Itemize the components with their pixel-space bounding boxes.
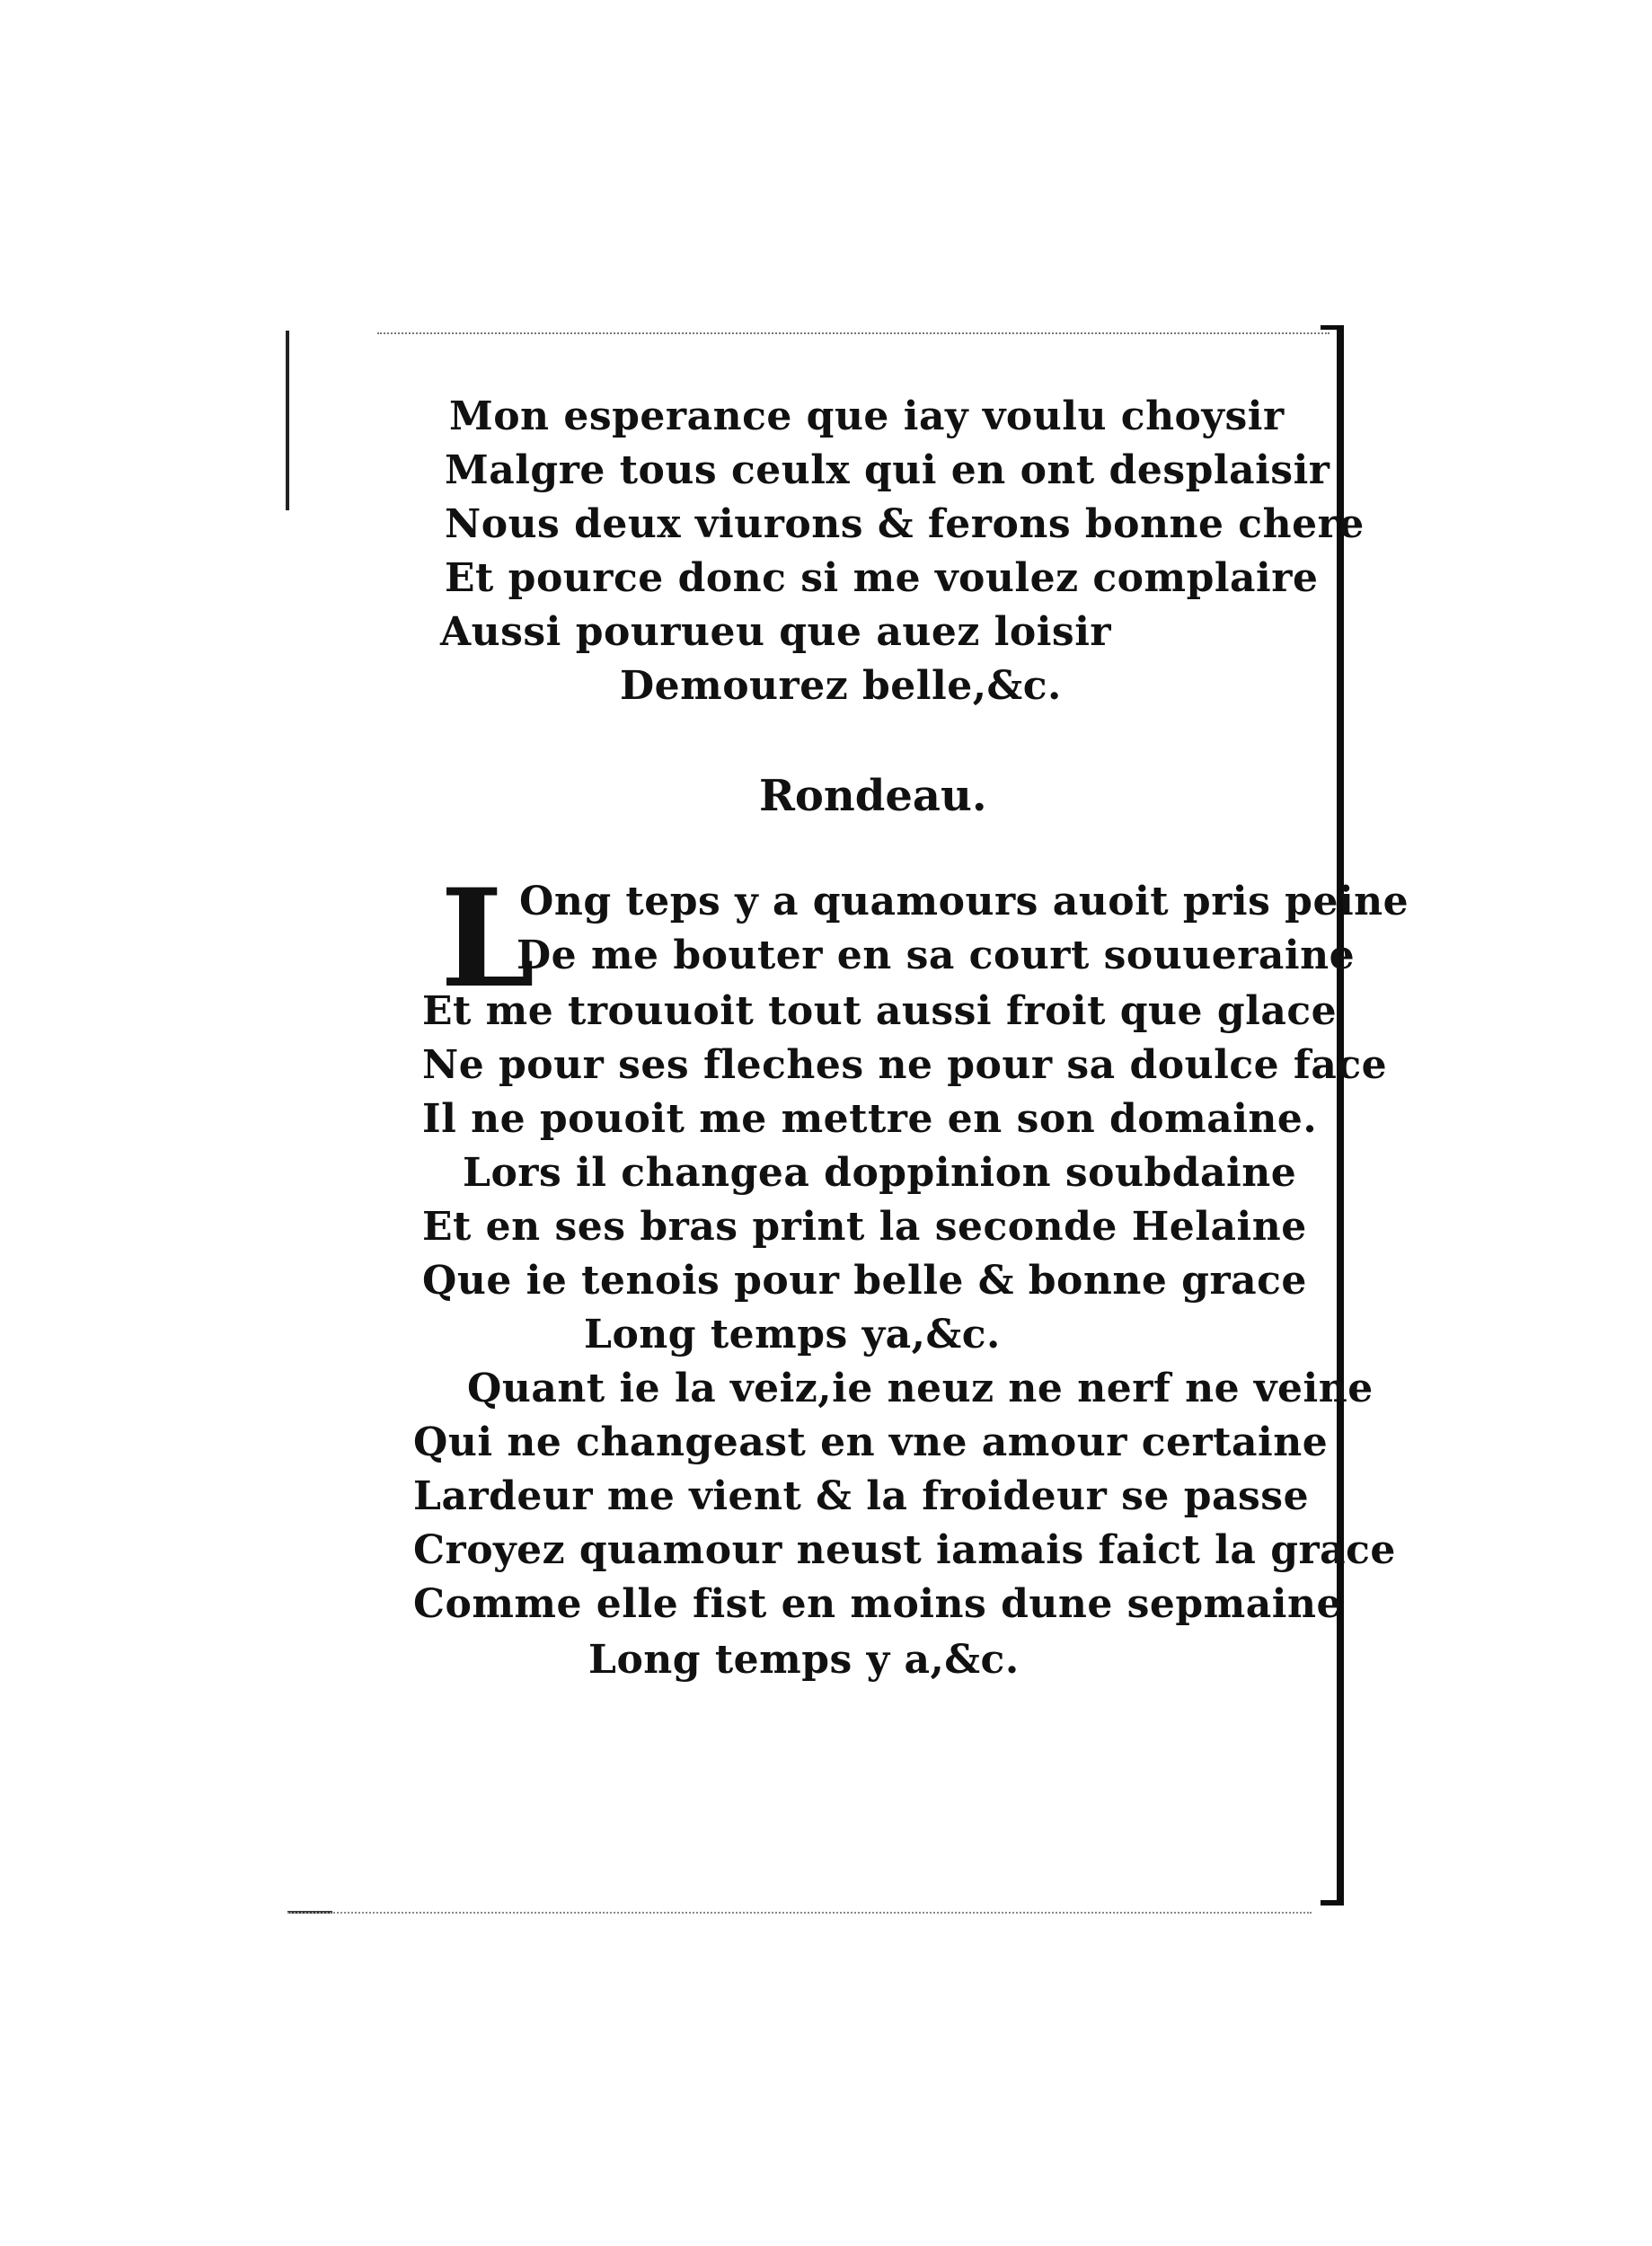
stanza-line: Et pource donc si me voulez complaire	[445, 555, 1319, 601]
rondeau-line: Lors il changea doppinion soubdaine	[463, 1150, 1297, 1196]
rondeau-line: Que ie tenois pour belle & bonne grace	[422, 1258, 1307, 1304]
rondeau-line: Croyez quamour neust iamais faict la grace	[413, 1527, 1396, 1573]
rondeau-line: Et me trouuoit tout aussi froit que glace	[422, 988, 1338, 1034]
rondeau-line: De me bouter en sa court souueraine	[517, 933, 1356, 978]
stanza-line: Malgre tous ceulx qui en ont desplaisir	[445, 447, 1330, 493]
rondeau-line: Qui ne changeast en vne amour certaine	[413, 1419, 1329, 1465]
rondeau-line: Comme elle fist en moins dune sepmaine	[413, 1581, 1342, 1627]
rondeau-line: Ne pour ses fleches ne pour sa doulce face	[422, 1042, 1388, 1088]
rondeau-line: Ong teps y a quamours auoit pris peine	[519, 879, 1409, 924]
rondeau-refrain: Long temps ya,&c.	[584, 1312, 1001, 1357]
stanza-line: Mon esperance que iay voulu choysir	[449, 393, 1285, 439]
section-heading: Rondeau.	[759, 771, 987, 821]
rondeau-line: Quant ie la veiz,ie neuz ne nerf ne veine	[467, 1366, 1374, 1411]
stanza-line: Aussi pourueu que auez loisir	[440, 609, 1112, 655]
top-margin-rule	[377, 332, 1330, 334]
right-border-bottom-hook	[1321, 1900, 1344, 1906]
right-page-border	[1337, 325, 1344, 1905]
drop-cap: L	[440, 860, 535, 1018]
left-margin-rule	[286, 331, 289, 510]
rondeau-line: Lardeur me vient & la froideur se passe	[413, 1473, 1310, 1519]
rondeau-refrain: Long temps y a,&c.	[588, 1637, 1020, 1683]
stanza-line: Nous deux viurons & ferons bonne chere	[445, 501, 1365, 547]
stanza-refrain: Demourez belle,&c.	[620, 663, 1062, 709]
bottom-margin-rule	[287, 1912, 1312, 1914]
rondeau-line: Il ne pouoit me mettre en son domaine.	[422, 1096, 1318, 1142]
rondeau-line: Et en ses bras print la seconde Helaine	[422, 1204, 1307, 1250]
